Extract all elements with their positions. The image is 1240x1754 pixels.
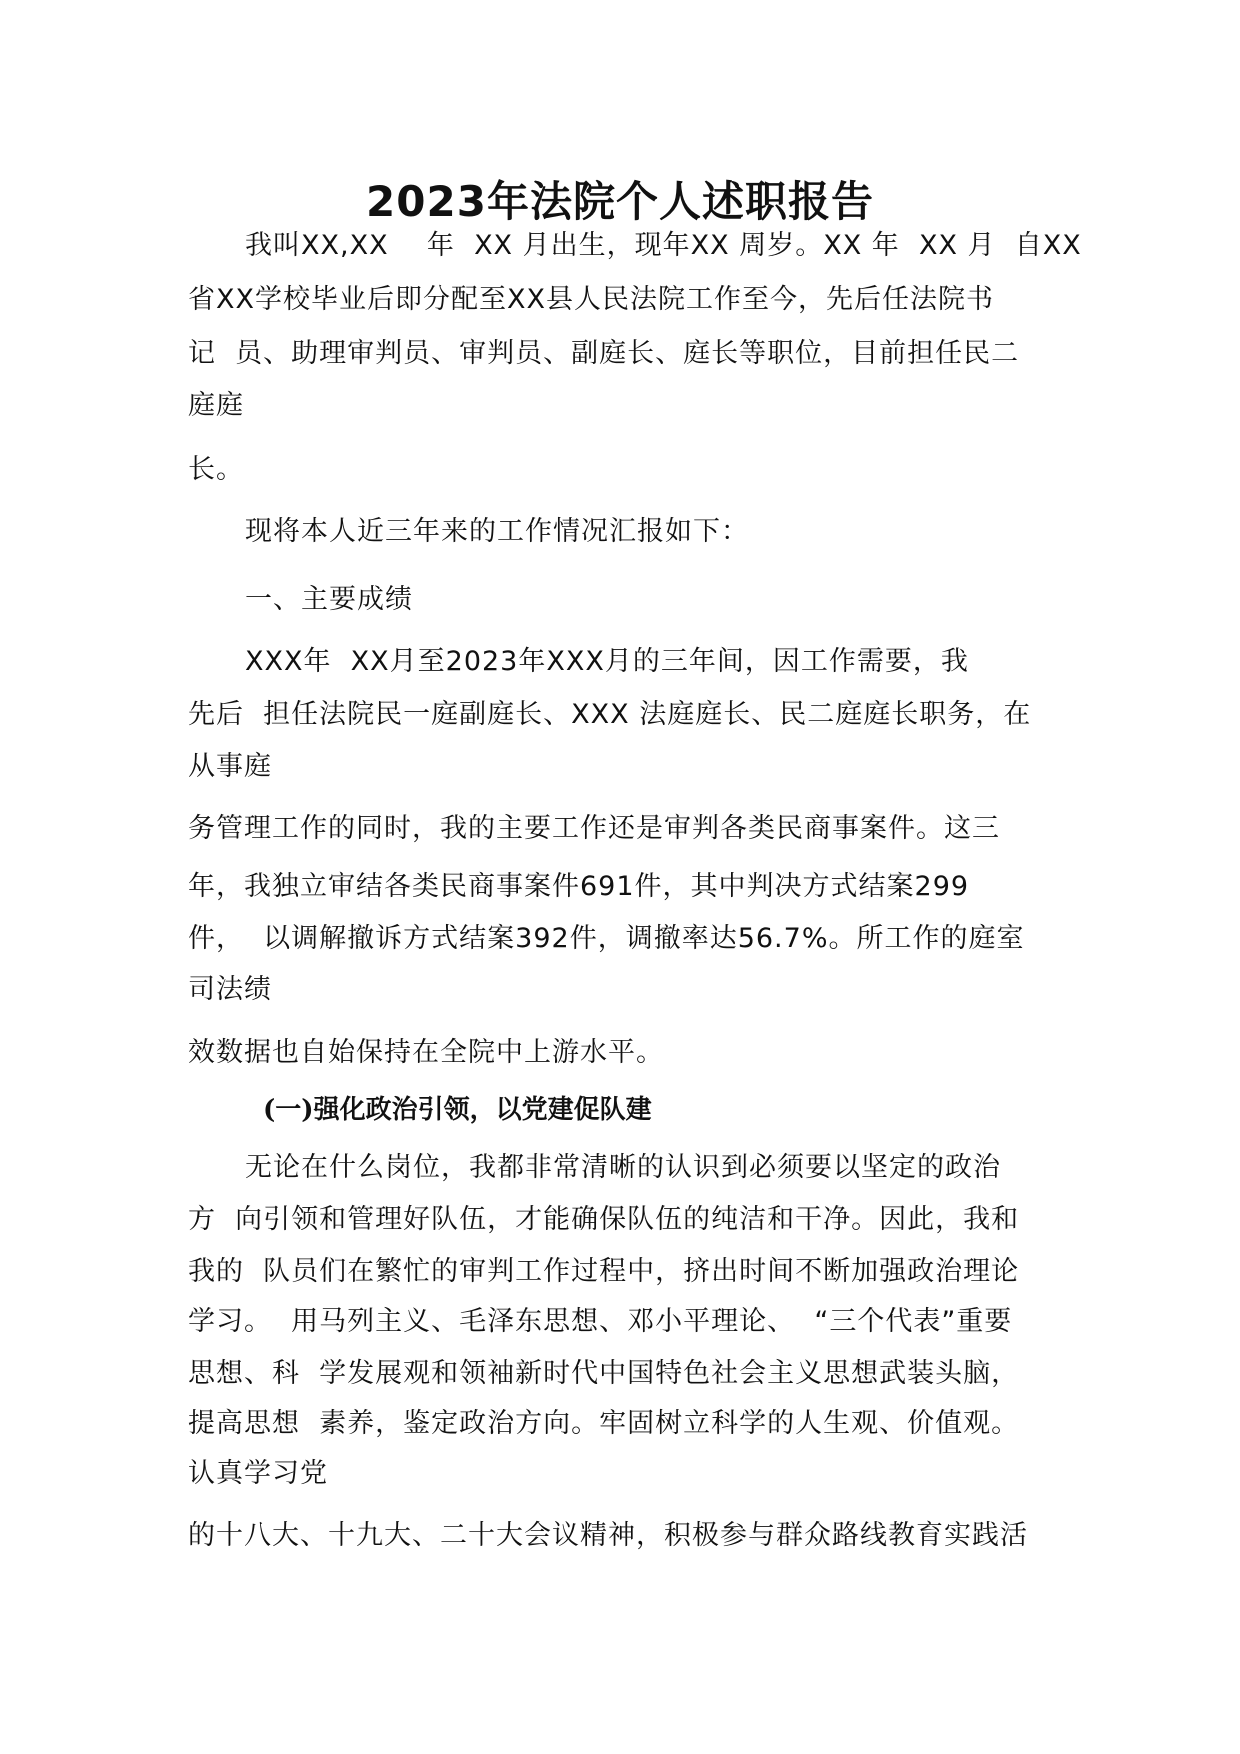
paragraph-line: 长。 [188,454,244,485]
paragraph-line: 司法绩 [188,974,272,1005]
paragraph-line: 先后 担任法院民一庭副庭长、XXX 法庭庭长、民二庭庭长职务，在 [188,699,1032,730]
paragraph-line: 无论在什么岗位，我都非常清晰的认识到必须要以坚定的政治 [245,1152,1001,1183]
paragraph-line: 庭庭 [188,390,244,421]
paragraph-line: 我叫XX,XX 年 XX 月出生，现年XX 周岁。XX 年 XX 月 自XX [245,230,1082,261]
paragraph-line: 认真学习党 [188,1458,328,1489]
paragraph-line: 务管理工作的同时，我的主要工作还是审判各类民商事案件。这三 [188,813,1000,844]
subsection-heading: (一)强化政治引领，以党建促队建 [263,1095,652,1125]
paragraph-line: 件， 以调解撤诉方式结案392件，调撤率达56.7%。所工作的庭室 [188,923,1025,954]
paragraph-line: XXX年 XX月至2023年XXX月的三年间，因工作需要，我 [245,646,969,677]
paragraph-line: 从事庭 [188,751,272,782]
paragraph-line: 省XX学校毕业后即分配至XX县人民法院工作至今，先后任法院书 [188,284,994,315]
document-title: 2023年法院个人述职报告 [366,177,874,226]
paragraph-line: 提高思想 素养，鉴定政治方向。牢固树立科学的人生观、价值观。 [188,1408,1020,1439]
paragraph-line: 效数据也自始保持在全院中上游水平。 [188,1037,664,1068]
paragraph-line: 现将本人近三年来的工作情况汇报如下： [245,516,749,547]
paragraph-line: 学习。 用马列主义、毛泽东思想、邓小平理论、 “三个代表”重要 [188,1306,1013,1337]
paragraph-line: 我的 队员们在繁忙的审判工作过程中，挤出时间不断加强政治理论 [188,1256,1020,1287]
paragraph-line: 年，我独立审结各类民商事案件691件，其中判决方式结案299 [188,871,970,902]
section-heading: 一、主要成绩 [245,584,413,615]
paragraph-line: 的十八大、十九大、二十大会议精神，积极参与群众路线教育实践活 [188,1520,1028,1551]
paragraph-line: 记 员、助理审判员、审判员、副庭长、庭长等职位，目前担任民二 [188,338,1020,369]
paragraph-line: 方 向引领和管理好队伍，才能确保队伍的纯洁和干净。因此，我和 [188,1204,1020,1235]
paragraph-line: 思想、科 学发展观和领袖新时代中国特色社会主义思想武装头脑， [188,1358,1020,1389]
